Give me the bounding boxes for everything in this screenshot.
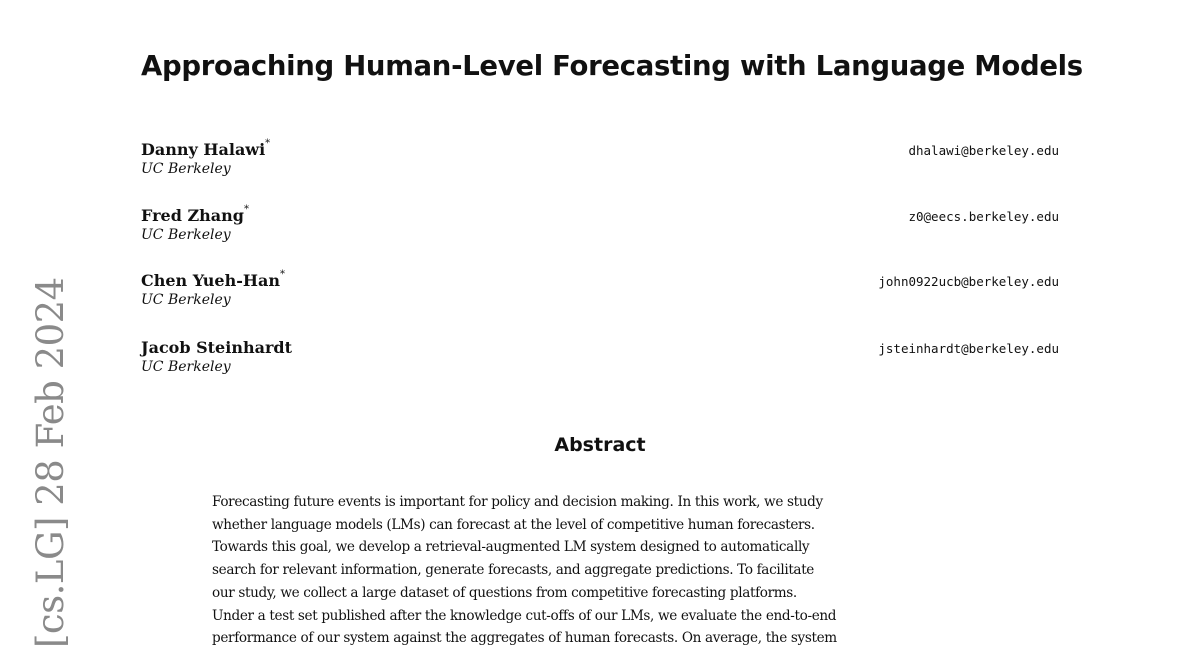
author-name: Fred Zhang*	[141, 204, 249, 225]
author-affiliation: UC Berkeley	[141, 161, 231, 177]
abstract-line: our study, we collect a large dataset of questions from competitive forecasting platforms.	[212, 584, 797, 601]
abstract-line: Under a test set published after the knowledge cut-offs of our LMs, we evaluate the end-to-end	[212, 607, 837, 624]
author-email[interactable]: z0@eecs.berkeley.edu	[908, 209, 1059, 224]
equal-contribution-mark: *	[279, 269, 285, 280]
abstract-line: Towards this goal, we develop a retrieval-augmented LM system designed to automatically	[212, 539, 810, 556]
author-email[interactable]: dhalawi@berkeley.edu	[908, 143, 1059, 158]
author-email[interactable]: jsteinhardt@berkeley.edu	[878, 341, 1059, 356]
paper-title: Approaching Human-Level Forecasting with Language Models	[141, 50, 1083, 82]
author-block	[141, 140, 1059, 182]
author-name: Jacob Steinhardt	[141, 338, 292, 357]
author-name: Danny Halawi*	[141, 138, 271, 159]
author-affiliation: UC Berkeley	[141, 359, 231, 375]
author-block	[141, 206, 1059, 248]
abstract-line: performance of our system against the aggregates of human forecasts. On average, the system	[212, 630, 837, 647]
author-email[interactable]: john0922ucb@berkeley.edu	[878, 274, 1059, 289]
equal-contribution-mark: *	[243, 204, 249, 215]
arxiv-stamp: [cs.LG] 28 Feb 2024	[29, 277, 72, 648]
author-block	[141, 338, 1059, 380]
abstract-heading: Abstract	[554, 434, 646, 456]
abstract-line: whether language models (LMs) can forecast at the level of competitive human forecasters.	[212, 516, 815, 533]
abstract-body	[212, 491, 992, 650]
abstract-line: search for relevant information, generate forecasts, and aggregate predictions. To facilitate	[212, 562, 814, 579]
equal-contribution-mark: *	[265, 138, 271, 149]
author-affiliation: UC Berkeley	[141, 292, 231, 308]
author-block	[141, 271, 1059, 313]
abstract-line: Forecasting future events is important for policy and decision making. In this work, we study	[212, 494, 823, 510]
author-affiliation: UC Berkeley	[141, 227, 231, 243]
author-name: Chen Yueh-Han*	[141, 269, 285, 290]
